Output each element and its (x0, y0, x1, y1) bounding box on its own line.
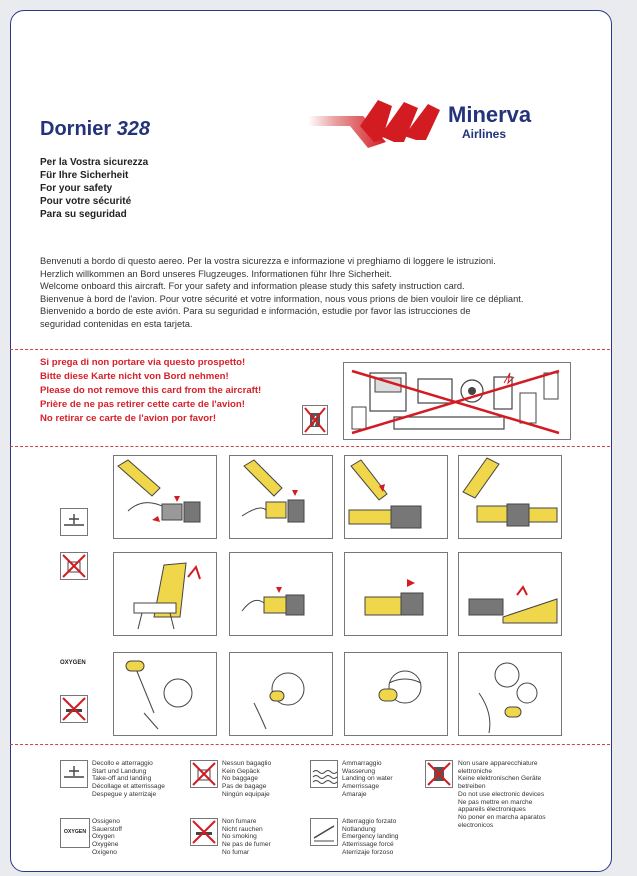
legend-line: Aterrizaje forzoso (342, 848, 394, 856)
oxygen-panel-1 (113, 652, 217, 736)
aircraft-model: 328 (116, 118, 151, 140)
legend-oxygen-tag: OXYGEN (63, 829, 87, 835)
legend-line: Atterraggio forzato (342, 818, 397, 825)
legend-line: Ossigeno (92, 818, 120, 825)
airline-name: Minerva (448, 102, 532, 127)
legend-no-smoking-icon (190, 818, 218, 846)
legend-electronics (458, 760, 546, 829)
release-panel-1 (229, 552, 333, 636)
oxygen-mask-icon (345, 653, 447, 735)
legend-line: electronicos (458, 821, 494, 829)
legend-line: Oxygen (92, 833, 115, 841)
belt-panel-1 (113, 455, 217, 539)
legend-line: elettroniche (458, 767, 493, 775)
no-electronics-icon (302, 405, 328, 435)
release-belt-icon (230, 553, 332, 635)
safety-title-es: Para su seguridad (40, 209, 127, 220)
legend-line: Pas de bagage (222, 783, 267, 791)
safety-title-fr: Pour votre sécurité (40, 196, 132, 207)
welcome-es: Bienvenido a bordo de este avión. Para su seguridad e información, estudie por favor las istrucciones de (40, 306, 471, 317)
legend-emergency-landing-icon (310, 818, 338, 846)
legend-line: Notlandung (342, 825, 376, 833)
welcome-text (40, 255, 580, 331)
oxygen-label: OXYGEN (60, 660, 86, 666)
fasten-belt-icon (114, 456, 216, 538)
divider (10, 744, 610, 745)
aircraft-name: Dornier (40, 118, 112, 140)
release-panel-2 (344, 552, 448, 636)
legend-line: Décollage et atterrissage (92, 783, 165, 791)
legend-line: Landing on water (342, 775, 393, 783)
release-panel-3 (458, 552, 562, 636)
seat-upright-icon (114, 553, 216, 635)
legend-line: No poner en marcha aparatos (458, 813, 546, 821)
legend-line: Nicht rauchen (222, 825, 263, 833)
airline-brand (448, 103, 531, 141)
oxygen-panel-2 (229, 652, 333, 736)
minerva-logo-icon (308, 96, 448, 150)
fasten-belt-icon (345, 456, 447, 538)
airline-sub: Airlines (462, 127, 507, 141)
legend-line: Non fumare (222, 818, 257, 825)
oxygen-panel-3 (344, 652, 448, 736)
legend-line: Wasserung (342, 767, 376, 775)
legend-line: Sauerstoff (92, 825, 122, 833)
welcome-es-2: seguridad contenidas en esta tarjeta. (40, 318, 193, 329)
oxygen-panel-4 (458, 652, 562, 736)
welcome-de: Herzlich willkommen an Bord unseres Flugzeuges. Informationen führ Ihre Sicherheit. (40, 268, 392, 279)
legend-line: betreiben (458, 783, 486, 791)
no-smoking-icon (60, 695, 88, 723)
warning-en: Please do not remove this card from the aircraft! (40, 385, 262, 396)
warning-de: Bitte diese Karte nicht von Bord nehmen! (40, 371, 229, 382)
legend-line: appareils électroniques (458, 806, 526, 814)
no-baggage-icon (60, 552, 88, 580)
electronics-panel (343, 362, 571, 440)
legend-line: Despegue y aterrizaje (92, 790, 157, 798)
aircraft-title (40, 118, 150, 141)
legend-line: Nessun bagaglio (222, 760, 272, 767)
seat-panel (113, 552, 217, 636)
legend-smoking (222, 818, 271, 857)
legend-line: Non usare apparecchiature (458, 760, 538, 767)
legend-emergency (342, 818, 398, 857)
release-belt-icon (459, 553, 561, 635)
legend-oxygen-icon (60, 818, 90, 848)
oxygen-mask-icon (114, 653, 216, 735)
oxygen-mask-icon (230, 653, 332, 735)
legend-line: Emergency landing (342, 833, 399, 841)
oxygen-mask-icon (459, 653, 561, 735)
belt-panel-3 (344, 455, 448, 539)
legend-oxygen (92, 818, 122, 857)
welcome-fr: Bienvenue à bord de l'avion. Pour votre sécurité et votre information, nous vous prions de bien vouloir lire ce dépliant. (40, 293, 524, 304)
takeoff-landing-icon (60, 508, 88, 536)
welcome-it: Benvenuti a bordo di questo aereo. Per la vostra sicurezza e informazione vi preghiamo di loggere le istruzioni. (40, 256, 496, 266)
legend-no-baggage-icon (190, 760, 218, 788)
warning-it: Si prega di non portare via questo prospetto! (40, 357, 246, 368)
legend-line: Keine elektronischen Geräte (458, 775, 542, 783)
safety-title-it: Per la Vostra sicurezza (40, 157, 149, 168)
legend-line: No fumar (222, 848, 250, 856)
warning-fr: Prière de ne pas retirer cette carte de l'avion! (40, 399, 245, 410)
legend-water-landing-icon (310, 760, 338, 788)
fasten-belt-icon (230, 456, 332, 538)
fasten-belt-icon (459, 456, 561, 538)
electronic-devices-icon (344, 363, 570, 439)
legend-takeoff (92, 760, 165, 799)
safety-title-de: Für Ihre Sicherheit (40, 170, 129, 181)
legend-line: Take-off and landing (92, 775, 152, 783)
release-belt-icon (345, 553, 447, 635)
legend-line: Start und Landung (92, 767, 147, 775)
divider (10, 446, 610, 447)
legend-baggage (222, 760, 271, 799)
legend-line: Ne pas mettre en marche (458, 798, 533, 806)
legend-line: Oxígeno (92, 848, 117, 856)
belt-panel-4 (458, 455, 562, 539)
legend-line: Ningún equipaje (222, 790, 270, 798)
legend-line: Oxygène (92, 841, 119, 849)
legend-takeoff-icon (60, 760, 88, 788)
safety-title-en: For your safety (40, 183, 113, 194)
legend-line: Decollo e atterraggio (92, 760, 153, 767)
legend-line: Ammarraggio (342, 760, 382, 767)
legend-no-electronics-icon (425, 760, 453, 788)
warning-block (40, 356, 261, 426)
belt-panel-2 (229, 455, 333, 539)
legend-line: Atterrissage forcé (342, 841, 394, 849)
divider (10, 349, 610, 350)
welcome-en: Welcome onboard this aircraft. For your safety and information please study this safety instruction card. (40, 281, 465, 292)
legend-line: No smoking (222, 833, 257, 841)
legend-water (342, 760, 393, 799)
legend-line: Amaraje (342, 790, 367, 798)
safety-titles (40, 156, 148, 221)
legend-line: Amerrissage (342, 783, 380, 791)
legend-line: Kein Gepäck (222, 767, 260, 775)
legend-line: No baggage (222, 775, 258, 783)
legend-line: Ne pas de fumer (222, 841, 271, 849)
warning-es: No retirar ce carte de l'avion por favor! (40, 413, 217, 424)
legend-line: Do not use electronic devices (458, 790, 545, 798)
